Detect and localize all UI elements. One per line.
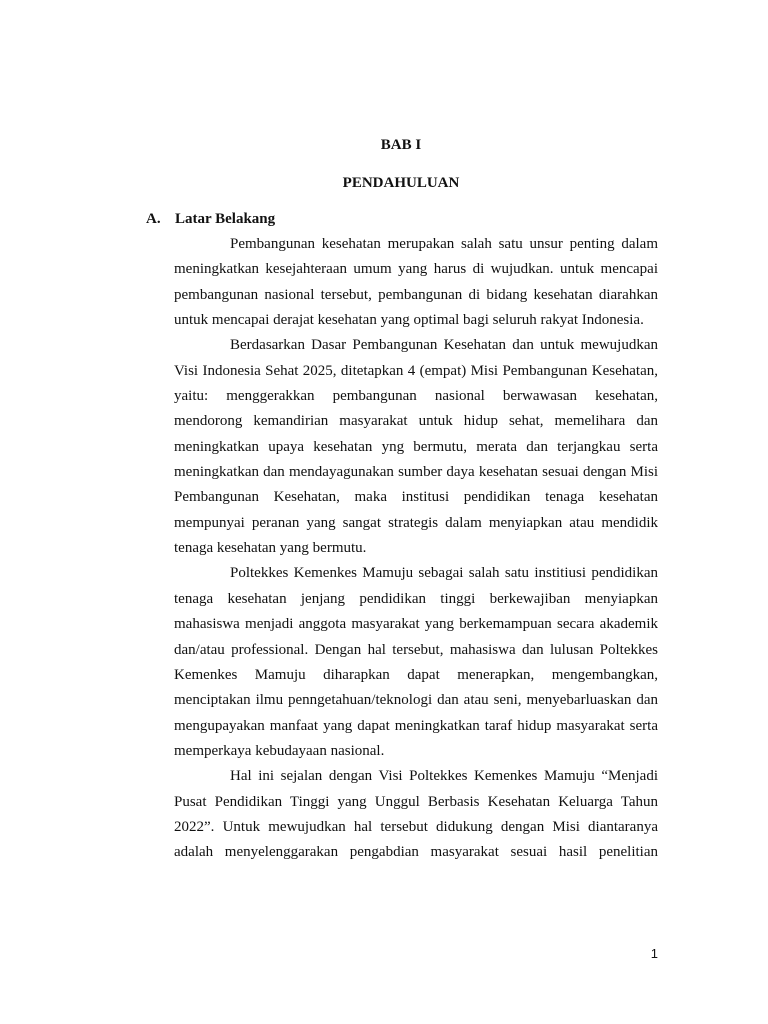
page-number: 1 xyxy=(650,946,658,961)
body-text xyxy=(174,232,658,866)
paragraph: Berdasarkan Dasar Pembangunan Kesehatan dan untuk mewujudkan Visi Indonesia Sehat 2025, ditetapkan 4 (empat) Misi Pembangunan Kesehatan, yaitu: menggerakkan pembangunan nasional berwawasan kesehatan, mendorong kemandirian masyarakat untuk hidup sehat, memelihara dan meningkatkan upaya kesehatan yng bermutu, merata dan terjangkau serta meningkatkan dan mendayagunakan sumber daya kesehatan sesuai dengan Misi Pembangunan Kesehatan, maka institusi pendidikan tenaga kesehatan mempunyai peranan yang sangat strategis dalam menyiapkan atau mendidik tenaga kesehatan yang bermutu. xyxy=(174,337,658,557)
paragraph: Hal ini sejalan dengan Visi Poltekkes Kemenkes Mamuju “Menjadi Pusat Pendidikan Tinggi yang Unggul Berbasis Kesehatan Keluarga Tahun 2022”. Untuk mewujudkan hal tersebut didukung dengan Misi diantaranya adalah menyelenggarakan pengabdian masyarakat sesuai hasil penelitian xyxy=(174,768,658,861)
section-marker: A. xyxy=(146,211,161,227)
chapter-number: BAB I xyxy=(380,137,422,153)
paragraph: Pembangunan kesehatan merupakan salah satu unsur penting dalam meningkatkan kesejahteraan umum yang harus di wujudkan. untuk mencapai pembangunan nasional tersebut, pembangunan di bidang kesehatan diarahkan untuk mencapai derajat kesehatan yang optimal bagi seluruh rakyat Indonesia. xyxy=(174,236,658,329)
chapter-title: PENDAHULUAN xyxy=(342,175,460,191)
section-title: Latar Belakang xyxy=(175,211,276,227)
paragraph: Poltekkes Kemenkes Mamuju sebagai salah satu institiusi pendidikan tenaga kesehatan jenjang pendidikan tinggi berkewajiban menyiapkan mahasiswa menjadi anggota masyarakat yang berkemampuan secara akademik dan/atau professional. Dengan hal tersebut, mahasiswa dan lulusan Poltekkes Kemenkes Mamuju diharapkan dapat menerapkan, mengembangkan, menciptakan ilmu penngetahuan/teknologi dan atau seni, menyebarluaskan dan mengupayakan manfaat yang dapat meningkatkan taraf hidup masyarakat serta memperkaya kebudayaan nasional. xyxy=(174,565,658,759)
section-heading xyxy=(146,211,275,228)
